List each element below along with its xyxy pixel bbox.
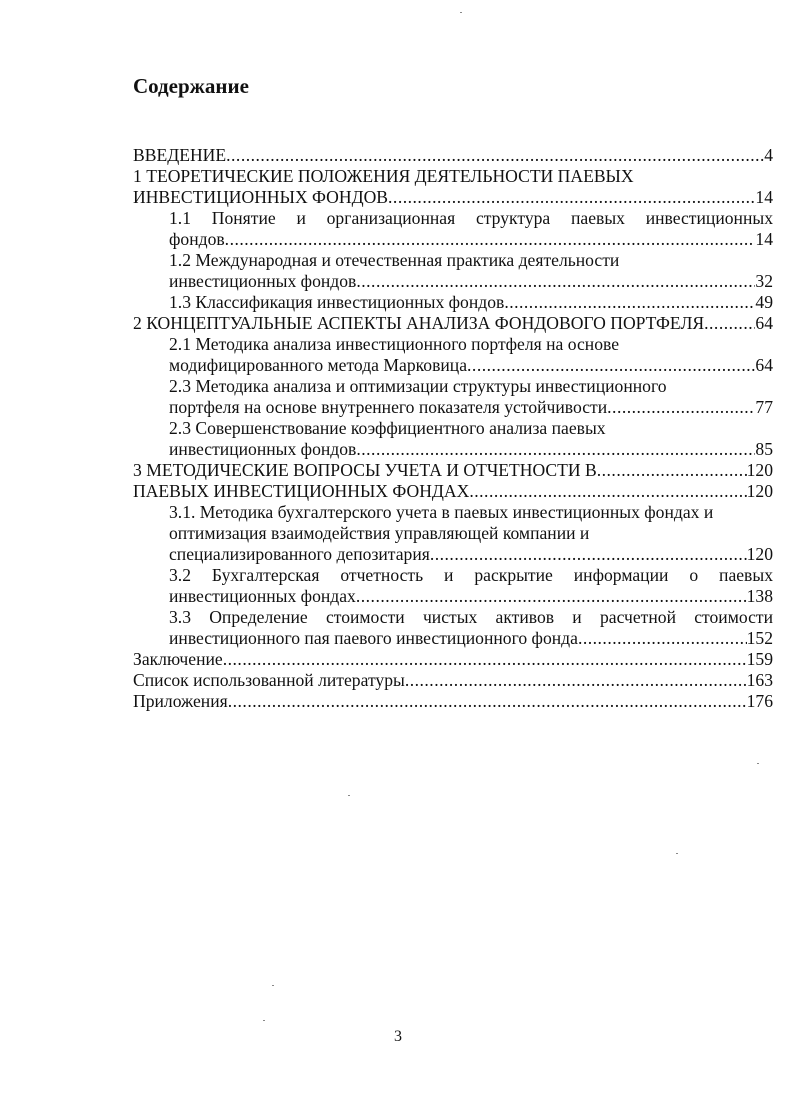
toc-entry-page: 120 <box>746 481 773 501</box>
toc-entry-title: инвестиционных фондов <box>169 271 357 291</box>
page-title: Содержание <box>133 74 249 98</box>
toc-entry-title: инвестиционных фондов <box>169 439 357 459</box>
toc-leader <box>704 313 755 334</box>
toc-entry-title: ВВЕДЕНИЕ <box>133 145 227 165</box>
toc-leader <box>223 649 747 670</box>
toc-entry-page: 64 <box>755 355 773 375</box>
toc-leader <box>228 691 747 712</box>
toc-entry-2-1 <box>133 355 773 376</box>
toc-entry-page: 120 <box>746 544 773 564</box>
toc-entry-page: 49 <box>755 292 773 312</box>
toc-leader <box>597 460 747 481</box>
page-number: 3 <box>394 1028 402 1045</box>
toc-entry-chapter-1-line1: 1 ТЕОРЕТИЧЕСКИЕ ПОЛОЖЕНИЯ ДЕЯТЕЛЬНОСТИ ПАЕВЫХ <box>133 166 634 186</box>
toc-entry-3-1-line2: оптимизация взаимодействия управляющей компании и <box>169 523 590 543</box>
toc-entry-title: портфеля на основе внутреннего показателя устойчивости <box>169 397 608 417</box>
toc-entry-3-3 <box>133 628 773 649</box>
toc-entry-title: фондов <box>169 229 225 249</box>
toc-entry-3-1 <box>133 544 773 565</box>
toc-entry-title: Заключение <box>133 649 223 669</box>
toc-entry-conclusion <box>133 649 773 670</box>
toc-entry-3-3-line1: 3.3 Определение стоимости чистых активов и расчетной стоимости <box>169 607 773 627</box>
toc-leader <box>469 481 746 502</box>
toc-entry-chapter-3-cont <box>133 481 773 502</box>
scan-speck <box>263 1020 265 1021</box>
toc-leader <box>356 439 755 460</box>
toc-entry-page: 14 <box>755 187 773 207</box>
toc-entry-chapter-2 <box>133 313 773 334</box>
toc-entry-page: 14 <box>755 229 773 249</box>
toc-entry-page: 32 <box>755 271 773 291</box>
toc-entry-title: 3 МЕТОДИЧЕСКИЕ ВОПРОСЫ УЧЕТА И ОТЧЕТНОСТИ В <box>133 460 597 480</box>
toc-entry-title: Приложения <box>133 691 228 711</box>
toc-entry-2-3-line1: 2.3 Совершенствование коэффициентного анализа паевых <box>169 418 606 438</box>
scan-speck <box>676 853 678 854</box>
toc-entry-2-2 <box>133 397 773 418</box>
toc-entry-page: 85 <box>755 439 773 459</box>
toc-entry-title: 2 КОНЦЕПТУАЛЬНЫЕ АСПЕКТЫ АНАЛИЗА ФОНДОВОГО ПОРТФЕЛЯ <box>133 313 705 333</box>
toc-entry-title: инвестиционных фондах <box>169 586 356 606</box>
toc-entry-1-1-line1: 1.1 Понятие и организационная структура паевых инвестиционных <box>169 208 773 228</box>
toc-leader <box>356 271 755 292</box>
toc-leader <box>430 544 747 565</box>
toc-leader <box>607 397 755 418</box>
toc-entry-page: 176 <box>746 691 773 711</box>
toc-entry-page: 64 <box>755 313 773 333</box>
toc-entry-page: 4 <box>764 145 773 165</box>
toc-entry-page: 152 <box>746 628 773 648</box>
toc-entry-introduction <box>133 145 773 166</box>
toc-entry-1-1 <box>133 229 773 250</box>
scan-speck <box>757 763 759 764</box>
toc-entry-3-2-line1: 3.2 Бухгалтерская отчетность и раскрытие информации о паевых <box>169 565 773 585</box>
toc-leader <box>388 187 755 208</box>
toc-entry-2-1-line1: 2.1 Методика анализа инвестиционного портфеля на основе <box>169 334 620 354</box>
toc-entry-1-3 <box>133 292 773 313</box>
toc-leader <box>467 355 755 376</box>
toc-entry-title: инвестиционного пая паевого инвестиционного фонда <box>169 628 578 648</box>
toc-entry-page: 77 <box>755 397 773 417</box>
toc-entry-references <box>133 670 773 691</box>
toc-leader <box>504 292 755 313</box>
toc-entry-page: 163 <box>746 670 773 690</box>
toc-entry-page: 120 <box>746 460 773 480</box>
toc-entry-chapter-1 <box>133 187 773 208</box>
scan-speck <box>272 985 274 986</box>
toc-leader <box>225 229 756 250</box>
toc-leader <box>356 586 747 607</box>
toc-leader <box>226 145 764 166</box>
toc-entry-3-2 <box>133 586 773 607</box>
toc-entry-title: модифицированного метода Марковица <box>169 355 468 375</box>
toc-entry-title: ИНВЕСТИЦИОННЫХ ФОНДОВ <box>133 187 389 207</box>
toc-entry-chapter-3 <box>133 460 773 481</box>
toc-entry-appendices <box>133 691 773 712</box>
toc-entry-1-2 <box>133 271 773 292</box>
toc-leader <box>405 670 747 691</box>
scan-speck <box>348 795 350 796</box>
toc-entry-2-2-line1: 2.3 Методика анализа и оптимизации структуры инвестиционного <box>169 376 667 396</box>
toc-entry-2-3 <box>133 439 773 460</box>
toc-entry-3-1-line1: 3.1. Методика бухгалтерского учета в паевых инвестиционных фондах и <box>169 502 714 522</box>
toc-entry-page: 159 <box>746 649 773 669</box>
table-of-contents <box>133 145 773 712</box>
scan-speck <box>460 12 462 13</box>
toc-entry-page: 138 <box>746 586 773 606</box>
toc-entry-title: ПАЕВЫХ ИНВЕСТИЦИОННЫХ ФОНДАХ <box>133 481 470 501</box>
toc-entry-title: 1.3 Классификация инвестиционных фондов <box>169 292 505 312</box>
toc-entry-title: Список использованной литературы <box>133 670 405 690</box>
toc-leader <box>578 628 747 649</box>
toc-entry-title: специализированного депозитария <box>169 544 430 564</box>
toc-entry-1-2-line1: 1.2 Международная и отечественная практика деятельности <box>169 250 620 270</box>
